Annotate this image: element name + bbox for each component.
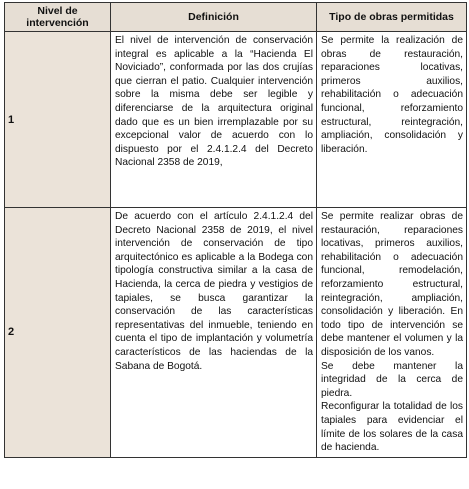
works-paragraph: Se debe mantener la integridad de la cerca de piedra.: [321, 360, 463, 399]
level-cell: 1: [5, 32, 111, 208]
works-paragraph: Se permite realizar obras de restauración, reparaciones locativas, primeros auxilios, rehabilitación o adecuación funcional, remodelación, reforzamiento estructural, reintegración, ampliación, consolidación y liberación. En todo tipo de intervención se debe mantener el volumen y la disposición de los vanos.: [321, 211, 463, 358]
table-row: [5, 32, 467, 208]
definition-cell: [111, 32, 317, 208]
header-nivel: Nivel de intervención: [5, 3, 111, 32]
level-cell: 2: [5, 208, 111, 458]
works-cell: [317, 32, 467, 208]
definition-text: El nivel de intervención de conservación integral es aplicable a la “Hacienda El Noviciado”, conformada por las dos crujías que cierran el patio. Cualquier intervención sobre la misma debe ser legible y diferenciarse de la arquitectura original dado que es un bien irremplazable por su excepcional valor de acuerdo con lo dispuesto por el 2.4.1.2.4 del Decreto Nacional 2358 de 2019,: [115, 35, 313, 169]
definition-cell: [111, 208, 317, 458]
header-definicion: Definición: [111, 3, 317, 32]
intervention-levels-table: [4, 2, 467, 458]
table-row: [5, 208, 467, 458]
works-paragraph: Se permite la realización de obras de restauración, reparaciones locativas, primeros auxilios, rehabilitación o adecuación funcional, reforzamiento estructural, reintegración, ampliación, consolidación y liberación.: [321, 35, 463, 155]
table-header-row: [5, 3, 467, 32]
header-tipo-obras: Tipo de obras permitidas: [317, 3, 467, 32]
works-cell: [317, 208, 467, 458]
definition-text: De acuerdo con el artículo 2.4.1.2.4 del Decreto Nacional 2358 de 2019, el nivel intervención de conservación de tipo arquitectónico es aplicable a la Bodega con tipología constructiva similar a la casa de Hacienda, la cerca de piedra y vestigios de tapiales, se busca garantizar la conservación de las características representativas del inmueble, teniendo en cuenta el tipo de implantación y volumetría característicos de las haciendas de la Sabana de Bogotá.: [115, 211, 313, 372]
works-paragraph: Reconfigurar la totalidad de los tapiales para evidenciar el límite de los solares de la casa de hacienda.: [321, 401, 463, 454]
